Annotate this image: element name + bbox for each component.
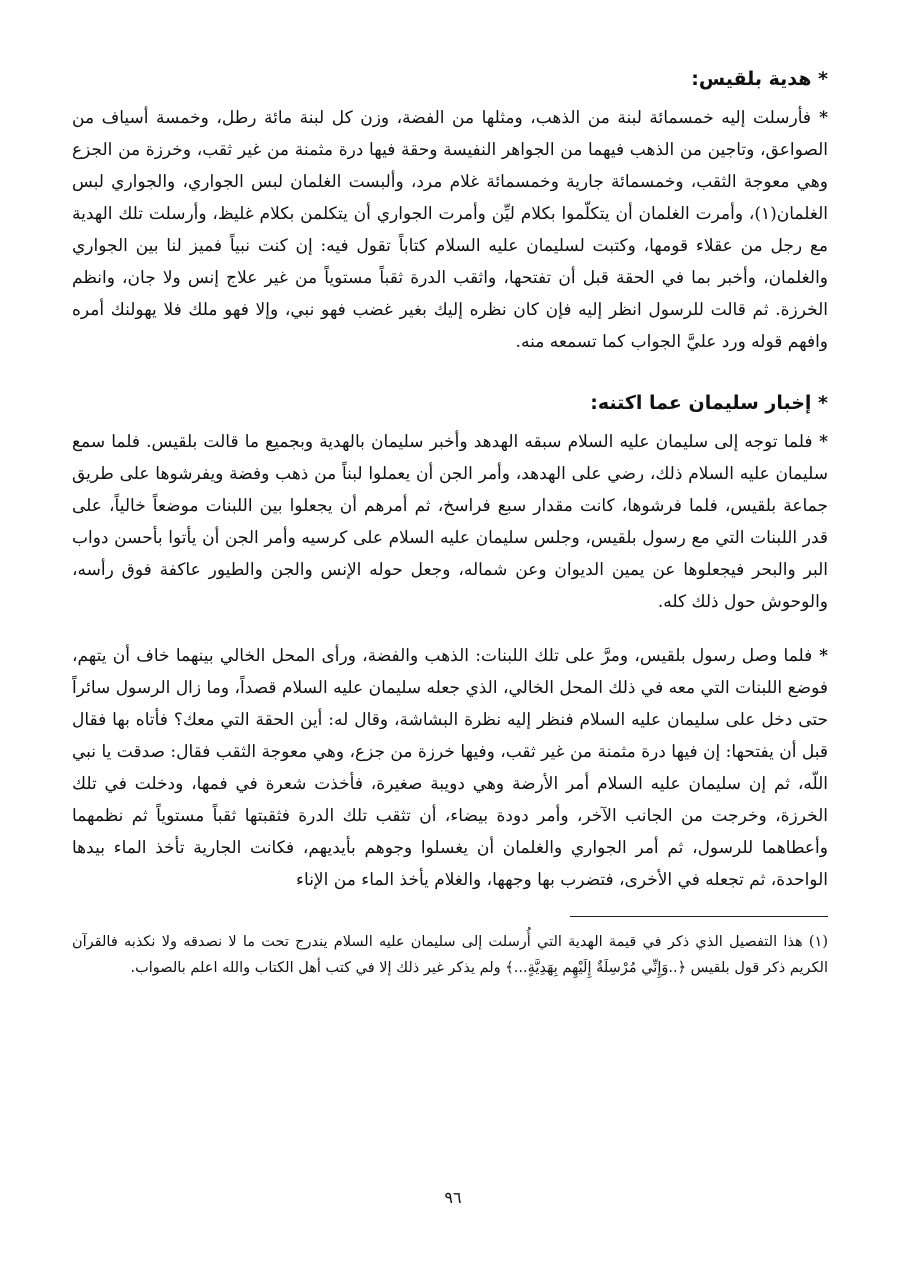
paragraph-solomon-2 <box>72 640 828 896</box>
paragraph-marker: * <box>812 646 828 666</box>
section-gap <box>72 358 828 386</box>
paragraph-text: فلما وصل رسول بلقيس، ومرَّ على تلك اللبنات: الذهب والفضة، ورأى المحل الخالي بينهما خاف أن يتهم، فوضع اللبنات التي معه في ذلك المحل الخالي، الذي جعله سليمان عليه السلام قصداً، وما زال الرسول سائراً حتى دخل على سليمان عليه السلام فنظر إليه نظرة البشاشة، وقال له: أين الحقة التي معك؟ فأتاه بها فقال قبل أن يفتحها: إن فيها درة مثمنة من غير ثقب، وفيها خرزة من جزع، وهي معوجة الثقب فقال: صدقت يا نبي اللّه، ثم إن سليمان عليه السلام أمر الأرضة وهي دويبة صغيرة، فأخذت شعرة في فمها، ودخلت في تلك الخرزة، وخرجت من الجانب الآخر، وأمر دودة بيضاء، أن تثقب تلك الدرة فثقبتها ثقباً مستوياً ثم نظمهما وأعطاهما للرسول، ثم أمر الجواري والغلمان أن يغسلوا وجوهم بأيديهم، فكانت الجارية تأخذ الماء بيدها الواحدة، ثم تجعله في الأخرى، فتضرب بها وجهها، والغلام يأخذ الماء من الإناء <box>72 646 828 890</box>
paragraph-gift <box>72 102 828 358</box>
footnote-divider <box>570 916 828 917</box>
section-heading-solomon: * إخبار سليمان عما اكتنه: <box>590 392 828 414</box>
section-heading-gift: * هدية بلقيس: <box>691 68 828 90</box>
paragraph-gap <box>72 618 828 640</box>
paragraph-text: فلما توجه إلى سليمان عليه السلام سبقه الهدهد وأخبر سليمان بالهدية وبجميع ما قالت بلقيس. فلما سمع سليمان عليه السلام ذلك، رضي على الهدهد، وأمر الجن أن يعملوا لبناً من ذهب وفضة ويفرشوها على طريق جماعة بلقيس، فلما فرشوها، كانت مقدار سبع فراسخ، ثم أمرهم أن يجعلوا بين اللبنات موضعاً خالياً، على قدر اللبنات التي مع رسول بلقيس، وجلس سليمان عليه السلام على كرسيه وأمر الجن أن يأتوا بأحسن دواب البر والبحر فيجعلوها عن يمين الديوان وعن شماله، وجعل حوله الإنس والجن والطيور عاكفة فوق رأسه، والوحوش حول ذلك كله. <box>72 432 828 612</box>
paragraph-text: فأرسلت إليه خمسمائة لبنة من الذهب، ومثلها من الفضة، وزن كل لبنة مائة رطل، وخمسة أسياف من الصواعق، وتاجين من الذهب فيهما من الجواهر النفيسة وحقة فيها درة مثمنة من غير ثقب، وخرزة من الجزع وهي معوجة الثقب، وخمسمائة جارية وخمسمائة غلام مرد، وألبست الغلمان لبس الجواري، والجواري لبس الغلمان(١)، وأمرت الغلمان أن يتكلّموا بكلام ليِّن وأمرت الجواري أن يتكلمن بكلام غليظ، وأرسلت تلك الهدية مع رجل من عقلاء قومها، وكتبت لسليمان عليه السلام كتاباً تقول فيه: إن كنت نبياً فميز لنا بين الجواري والغلمان، وأخبر بما في الحقة قبل أن تفتحها، واثقب الدرة ثقباً مستوياً من غير علاج إنس ولا جان، وانظم الخرزة. ثم قالت للرسول انظر إليه فإن كان نظره إليك بغير غضب فهو نبي، وإلا فهو ملك فلا يهولنك أمره وافهم قوله ورد عليَّ الجواب كما تسمعه منه. <box>72 108 828 352</box>
footnote: (١) هذا التفصيل الذي ذكر في قيمة الهدية التي أُرسلت إلى سليمان عليه السلام يندرج تحت ما لا نصدقه ولا نكذبه فالقرآن الكريم ذكر قول بلقيس ﴿..وَإِنِّي مُرْسِلَةٌ إِلَيْهِم بِهَدِيَّةٍ...﴾ ولم يذكر غير ذلك إلا في كتب أهل الكتاب والله اعلم بالصواب. <box>72 934 828 976</box>
page-number: ٩٦ <box>444 1188 462 1207</box>
paragraph-marker: * <box>811 108 828 128</box>
paragraph-marker: * <box>812 432 828 452</box>
paragraph-solomon-1 <box>72 426 828 618</box>
